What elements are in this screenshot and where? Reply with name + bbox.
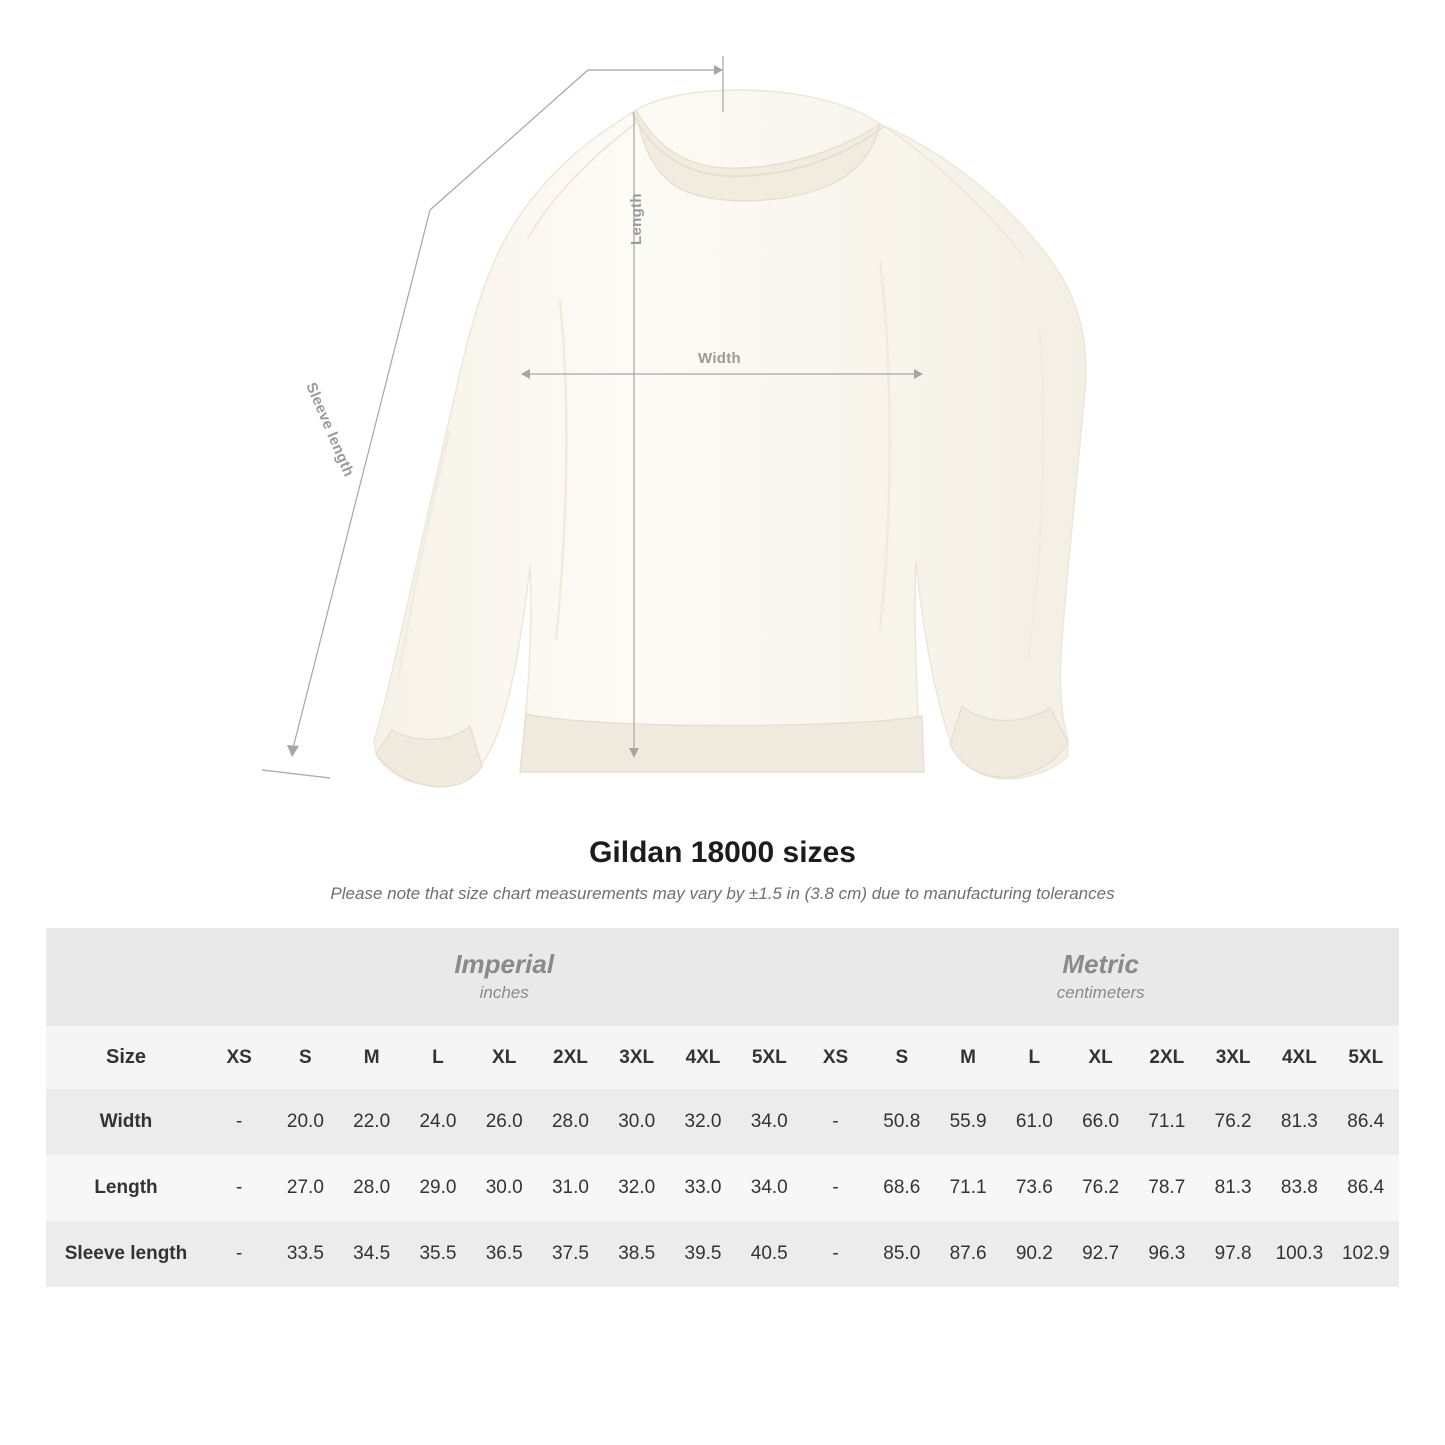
cell-length-metric-xl: 76.2: [1067, 1155, 1133, 1221]
cell-width-imperial-s: 20.0: [272, 1089, 338, 1155]
sweatshirt-shape: [374, 90, 1086, 787]
cell-sleeve-imperial-5xl: 40.5: [736, 1221, 802, 1287]
size-header-imperial-xs: XS: [206, 1026, 272, 1089]
size-header-row: [46, 1026, 1399, 1089]
cell-width-metric-4xl: 81.3: [1266, 1089, 1332, 1155]
size-header-imperial-xl: XL: [471, 1026, 537, 1089]
length-dimension-label: Length: [628, 193, 645, 245]
size-table: [46, 928, 1399, 1287]
cell-sleeve-imperial-l: 35.5: [405, 1221, 471, 1287]
cell-sleeve-metric-3xl: 97.8: [1200, 1221, 1266, 1287]
size-header-metric-xl: XL: [1067, 1026, 1133, 1089]
metric-unit-sub: centimeters: [1056, 982, 1145, 1002]
cell-width-imperial-xl: 26.0: [471, 1089, 537, 1155]
size-table-wrapper: [0, 928, 1445, 1287]
cell-width-metric-xl: 66.0: [1067, 1089, 1133, 1155]
cell-length-imperial-xs: -: [206, 1155, 272, 1221]
sleeve-length-dimension-label: Sleeve length: [302, 380, 358, 480]
size-header-metric-3xl: 3XL: [1200, 1026, 1266, 1089]
cell-length-imperial-l: 29.0: [405, 1155, 471, 1221]
size-header-imperial-s: S: [272, 1026, 338, 1089]
size-header-metric-4xl: 4XL: [1266, 1026, 1332, 1089]
units-row-corner: [46, 928, 206, 1026]
cell-sleeve-metric-xs: -: [802, 1221, 868, 1287]
cell-length-imperial-3xl: 32.0: [604, 1155, 670, 1221]
table-row: [46, 1089, 1399, 1155]
cell-length-metric-l: 73.6: [1001, 1155, 1067, 1221]
cell-width-imperial-5xl: 34.0: [736, 1089, 802, 1155]
cell-width-imperial-l: 24.0: [405, 1089, 471, 1155]
cell-length-metric-3xl: 81.3: [1200, 1155, 1266, 1221]
size-header-metric-2xl: 2XL: [1134, 1026, 1200, 1089]
cell-width-metric-2xl: 71.1: [1134, 1089, 1200, 1155]
cell-sleeve-metric-l: 90.2: [1001, 1221, 1067, 1287]
cell-sleeve-metric-xl: 92.7: [1067, 1221, 1133, 1287]
table-row: [46, 1155, 1399, 1221]
imperial-unit-name: Imperial: [454, 949, 555, 979]
title-block: [0, 836, 1445, 904]
cell-length-metric-4xl: 83.8: [1266, 1155, 1332, 1221]
size-header-metric-5xl: 5XL: [1333, 1026, 1399, 1089]
metric-unit-name: Metric: [1062, 949, 1139, 979]
cell-sleeve-imperial-3xl: 38.5: [604, 1221, 670, 1287]
cell-width-imperial-2xl: 28.0: [537, 1089, 603, 1155]
size-header-metric-xs: XS: [802, 1026, 868, 1089]
cell-width-metric-l: 61.0: [1001, 1089, 1067, 1155]
cell-length-imperial-m: 28.0: [339, 1155, 405, 1221]
cell-length-imperial-4xl: 33.0: [670, 1155, 736, 1221]
cell-length-imperial-5xl: 34.0: [736, 1155, 802, 1221]
cell-sleeve-imperial-m: 34.5: [339, 1221, 405, 1287]
cell-width-metric-m: 55.9: [935, 1089, 1001, 1155]
size-header-imperial-l: L: [405, 1026, 471, 1089]
cell-width-imperial-m: 22.0: [339, 1089, 405, 1155]
cell-width-metric-xs: -: [802, 1089, 868, 1155]
size-header-imperial-2xl: 2XL: [537, 1026, 603, 1089]
cell-length-imperial-2xl: 31.0: [537, 1155, 603, 1221]
cell-sleeve-metric-4xl: 100.3: [1266, 1221, 1332, 1287]
row-label-sleeve-length: Sleeve length: [46, 1221, 206, 1287]
cell-width-imperial-xs: -: [206, 1089, 272, 1155]
size-header-metric-s: S: [869, 1026, 935, 1089]
cell-length-imperial-s: 27.0: [272, 1155, 338, 1221]
cell-sleeve-imperial-xl: 36.5: [471, 1221, 537, 1287]
row-label-length: Length: [46, 1155, 206, 1221]
cell-width-imperial-3xl: 30.0: [604, 1089, 670, 1155]
size-header-imperial-3xl: 3XL: [604, 1026, 670, 1089]
cell-width-metric-3xl: 76.2: [1200, 1089, 1266, 1155]
cell-sleeve-imperial-xs: -: [206, 1221, 272, 1287]
units-header-row: [46, 928, 1399, 1026]
cell-length-imperial-xl: 30.0: [471, 1155, 537, 1221]
table-row: [46, 1221, 1399, 1287]
cell-sleeve-imperial-2xl: 37.5: [537, 1221, 603, 1287]
tolerance-note: Please note that size chart measurements may vary by ±1.5 in (3.8 cm) due to manufacturing tolerances: [330, 884, 1115, 903]
cell-length-metric-5xl: 86.4: [1333, 1155, 1399, 1221]
cell-sleeve-metric-s: 85.0: [869, 1221, 935, 1287]
cell-sleeve-metric-5xl: 102.9: [1333, 1221, 1399, 1287]
cell-width-metric-s: 50.8: [869, 1089, 935, 1155]
size-header-metric-l: L: [1001, 1026, 1067, 1089]
metric-unit-header: [802, 928, 1399, 1026]
cell-length-metric-s: 68.6: [869, 1155, 935, 1221]
size-header-metric-m: M: [935, 1026, 1001, 1089]
cell-sleeve-metric-m: 87.6: [935, 1221, 1001, 1287]
page-title: Gildan 18000 sizes: [589, 836, 856, 869]
cell-length-metric-xs: -: [802, 1155, 868, 1221]
imperial-unit-header: [206, 928, 802, 1026]
size-header-label: Size: [46, 1026, 206, 1089]
cell-sleeve-imperial-4xl: 39.5: [670, 1221, 736, 1287]
cell-sleeve-imperial-s: 33.5: [272, 1221, 338, 1287]
imperial-unit-sub: inches: [479, 982, 529, 1002]
cell-width-imperial-4xl: 32.0: [670, 1089, 736, 1155]
cell-width-metric-5xl: 86.4: [1333, 1089, 1399, 1155]
size-header-imperial-4xl: 4XL: [670, 1026, 736, 1089]
size-header-imperial-5xl: 5XL: [736, 1026, 802, 1089]
cell-length-metric-2xl: 78.7: [1134, 1155, 1200, 1221]
size-header-imperial-m: M: [339, 1026, 405, 1089]
cell-sleeve-metric-2xl: 96.3: [1134, 1221, 1200, 1287]
row-label-width: Width: [46, 1089, 206, 1155]
cell-length-metric-m: 71.1: [935, 1155, 1001, 1221]
width-dimension-label: Width: [698, 350, 742, 367]
